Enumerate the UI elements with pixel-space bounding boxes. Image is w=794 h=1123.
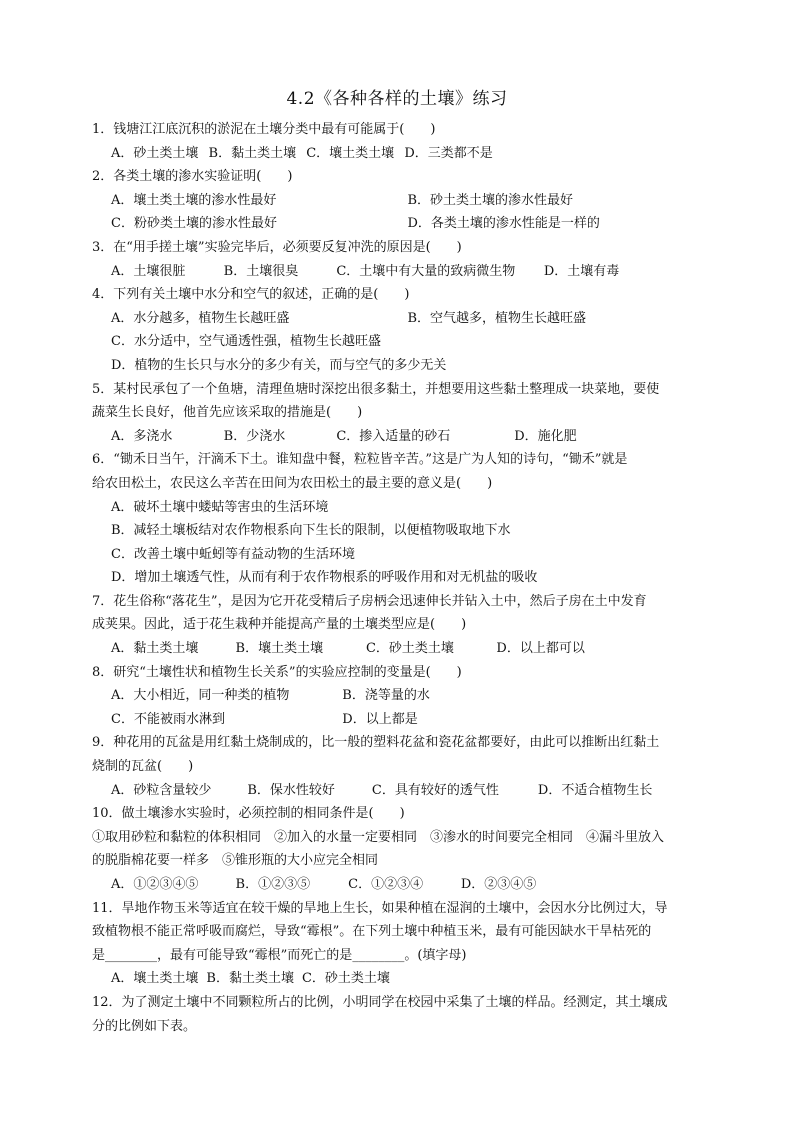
option-b: B．砂土类土壤的渗水性最好	[407, 192, 574, 208]
question-stem: 6．“锄禾日当午，汗滴禾下土。谁知盘中餐，粒粒皆辛苦。”这是广为人知的诗句，“锄禾”就是	[92, 452, 628, 468]
options-row	[92, 425, 704, 449]
question-stem: 4．下列有关土壤中水分和空气的叙述，正确的是( )	[92, 287, 410, 303]
option-b: B．①②③⑤	[235, 877, 311, 892]
options-row	[92, 779, 704, 803]
options-row	[92, 260, 704, 284]
options-row	[92, 684, 704, 708]
question-1	[92, 118, 704, 165]
option-d: D．增加土壤透气性，从而有利于农作物根系的呼吸作用和对无机盐的吸收	[111, 570, 538, 586]
question-stem: 11．旱地作物玉米等适宜在较干燥的旱地上生长，如果种植在湿润的土壤中，会因水分比例过大，导	[92, 900, 668, 916]
option-c: C．改善土壤中蚯蚓等有益动物的生活环境	[111, 546, 355, 562]
option-d: D．施化肥	[514, 428, 577, 444]
question-4	[92, 283, 704, 377]
option-b: B．壤土类土壤	[235, 641, 324, 657]
option-c: C．水分适中，空气通透性强，植物生长越旺盛	[111, 334, 381, 350]
question-stem: 3．在“用手搓土壤”实验完毕后，必须要反复冲洗的原因是( )	[92, 239, 462, 255]
question-stem-cont: 给农田松土，农民这么辛苦在田间为农田松土的最主要的意义是( )	[92, 475, 493, 491]
options-row	[92, 212, 704, 236]
option-a: A．壤土类土壤	[111, 971, 199, 987]
answer-blank-2[interactable]: ________	[352, 947, 405, 963]
option-d: D．不适合植物生长	[537, 782, 653, 798]
option-d: D．以上都可以	[496, 641, 585, 657]
question-stem-cont: 成荚果。因此，适于花生栽种并能提高产量的土壤类型应是( )	[92, 617, 467, 633]
question-stem: 9．种花用的瓦盆是用红黏土烧制成的，比一般的塑料花盆和瓷花盆都要好，由此可以推断出红黏土	[92, 735, 660, 751]
option-c: C．砂土类土壤	[365, 641, 454, 657]
option-d: D．②③④⑤	[460, 877, 537, 892]
option-a: A．壤土类土壤的渗水性最好	[111, 192, 277, 208]
question-stem: 1．钱塘江江底沉积的淤泥在土壤分类中最有可能属于( )	[92, 122, 436, 137]
option-a: A．大小相近，同一种类的植物	[111, 688, 290, 704]
option-b: B．保水性较好	[247, 782, 335, 798]
question-stem: 8．研究“土壤性状和植物生长关系”的实验应控制的变量是( )	[92, 664, 462, 680]
option-d: D．三类都不是	[404, 145, 493, 161]
option-a: A．水分越多，植物生长越旺盛	[111, 310, 290, 326]
question-2	[92, 165, 704, 236]
option-c: C．①②③④	[348, 877, 424, 892]
option-c: C．土壤中有大量的致病微生物	[336, 263, 516, 279]
option-b: B．少浇水	[223, 428, 286, 444]
options-row	[92, 142, 704, 166]
option-a: A．①②③④⑤	[111, 877, 199, 892]
option-c: C．具有较好的透气性	[371, 782, 499, 798]
question-11	[92, 897, 704, 991]
option-a: A．砂粒含量较少	[111, 782, 212, 798]
question-stem: 2．各类土壤的渗水实验证明( )	[92, 169, 293, 185]
question-stem: 5．某村民承包了一个鱼塘，清理鱼塘时深挖出很多黏土，并想要用这些黏土整理成一块菜地，要使	[92, 381, 660, 397]
option-d: D．以上都是	[342, 711, 418, 727]
option-b: B．浇等量的水	[342, 688, 430, 704]
option-b: B．土壤很臭	[223, 263, 299, 279]
question-stem-cont: 蔬菜生长良好，他首先应该采取的措施是( )	[92, 405, 363, 421]
page-title: 4.2《各种各样的土壤》练习	[286, 89, 508, 109]
options-row	[92, 354, 704, 378]
question-fill-line	[92, 944, 704, 968]
question-list	[92, 118, 704, 1038]
answer-blank-1[interactable]: ________	[105, 947, 158, 963]
question-stem-cont: 分的比例如下表。	[92, 1018, 197, 1034]
option-b: B．黏土类土壤	[206, 971, 294, 987]
options-row	[92, 330, 704, 354]
question-6	[92, 448, 704, 590]
question-9	[92, 731, 704, 802]
options-row	[92, 307, 704, 331]
question-10	[92, 802, 704, 896]
option-b: B．黏土类土壤	[208, 145, 297, 161]
option-a: A．砂土类土壤	[111, 145, 199, 161]
question-7	[92, 590, 704, 661]
question-conditions-cont: 的脱脂棉花要一样多 ⑤锥形瓶的大小应完全相同	[92, 853, 379, 869]
option-d: D．各类土壤的渗水性能是一样的	[407, 216, 600, 232]
option-c: C．粉砂类土壤的渗水性最好	[111, 216, 277, 232]
option-b: B．空气越多，植物生长越旺盛	[407, 310, 587, 326]
question-conditions: ①取用砂粒和黏粒的体积相同 ②加入的水量一定要相同 ③渗水的时间要完全相同 ④漏斗里放入	[92, 829, 665, 845]
fill-suffix: 。(填字母)	[404, 947, 467, 963]
options-row	[92, 637, 704, 661]
option-a: A．土壤很脏	[111, 263, 186, 279]
option-c: C．不能被雨水淋到	[111, 711, 225, 727]
question-stem: 7．花生俗称“落花生”，是因为它开花受精后子房柄会迅速伸长并钻入土中，然后子房在土中发育	[92, 593, 647, 609]
question-5	[92, 378, 704, 449]
question-stem-cont: 烧制的瓦盆( )	[92, 759, 194, 775]
option-d: D．植物的生长只与水分的多少有关，而与空气的多少无关	[111, 357, 447, 373]
fill-middle: ，最有可能导致“霉根”而死亡的是	[157, 947, 353, 963]
question-3	[92, 236, 704, 283]
options-row	[92, 189, 704, 213]
question-8	[92, 661, 704, 732]
option-b: B．减轻土壤板结对农作物根系向下生长的限制，以便植物吸取地下水	[111, 523, 511, 539]
options-row	[92, 873, 704, 897]
option-a: A．多浇水	[111, 428, 173, 444]
options-row	[92, 708, 704, 732]
question-stem-cont: 致植物根不能正常呼吸而腐烂，导致“霉根”。在下列土壤中种植玉米，最有可能因缺水干旱枯死的	[92, 924, 652, 940]
option-c: C．壤土类土壤	[306, 145, 395, 161]
fill-prefix: 是	[92, 947, 106, 963]
option-d: D．土壤有毒	[543, 263, 620, 279]
option-a: A．黏土类土壤	[111, 641, 199, 657]
question-stem: 12．为了测定土壤中不同颗粒所占的比例，小明同学在校园中采集了土壤的样品。经测定，其土壤成	[92, 994, 668, 1010]
question-stem: 10．做土壤渗水实验时，必须控制的相同条件是( )	[92, 806, 405, 822]
option-a: A．破坏土壤中蝼蛄等害虫的生活环境	[111, 499, 329, 515]
option-c: C．砂土类土壤	[301, 971, 390, 987]
question-12	[92, 991, 704, 1038]
option-c: C．掺入适量的砂石	[336, 428, 451, 444]
options-row	[92, 967, 704, 991]
